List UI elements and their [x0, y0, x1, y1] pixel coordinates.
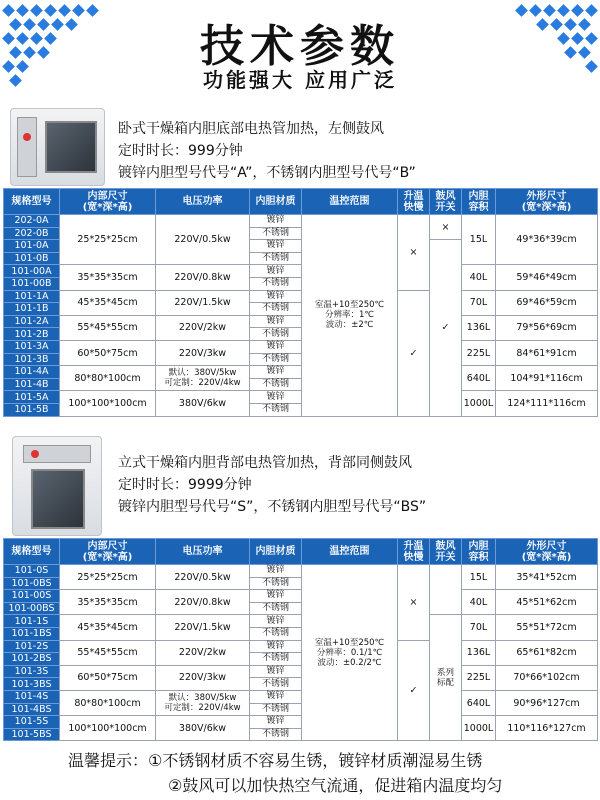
header-cell-7: 内胆 容积	[462, 189, 496, 215]
table-row	[4, 265, 598, 278]
model-cell: 101-5BS	[4, 728, 60, 741]
table-row	[4, 665, 598, 678]
spec-table-horizontal	[3, 188, 598, 417]
outer-size-cell: 69*46*59cm	[496, 290, 598, 315]
outer-size-cell: 49*36*39cm	[496, 215, 598, 265]
model-cell: 101-00B	[4, 277, 60, 290]
power-cell: 380V/6kw	[156, 716, 250, 741]
inner-size-cell: 45*35*45cm	[60, 290, 156, 315]
model-cell: 101-3S	[4, 665, 60, 678]
model-cell: 101-0A	[4, 240, 60, 253]
heat-speed-check: ✓	[398, 290, 430, 416]
header-cell-3: 内胆材质	[250, 539, 302, 565]
inner-size-cell: 80*80*100cm	[60, 690, 156, 715]
header-cell-5: 升温 快慢	[398, 189, 430, 215]
fan-standard: 系列 标配	[430, 615, 462, 741]
volume-cell: 40L	[462, 590, 496, 615]
inner-size-cell: 80*80*100cm	[60, 366, 156, 391]
material-cell: 不锈钢	[250, 602, 302, 615]
outer-size-cell: 90*96*127cm	[496, 690, 598, 715]
material-cell: 镀锌	[250, 716, 302, 729]
vertical-oven-image	[12, 436, 102, 536]
volume-cell: 1000L	[462, 716, 496, 741]
header-cell-7: 内胆 容积	[462, 539, 496, 565]
fan-empty	[430, 565, 462, 615]
fan-check: ✓	[430, 240, 462, 416]
material-cell: 不锈钢	[250, 577, 302, 590]
table-row	[4, 340, 598, 353]
material-cell: 不锈钢	[250, 627, 302, 640]
table-row	[4, 590, 598, 603]
volume-cell: 225L	[462, 340, 496, 365]
header-cell-5: 升温 快慢	[398, 539, 430, 565]
volume-cell: 640L	[462, 690, 496, 715]
inner-size-cell: 25*25*25cm	[60, 565, 156, 590]
power-cell: 220V/1.5kw	[156, 615, 250, 640]
inner-size-cell: 60*50*75cm	[60, 665, 156, 690]
power-cell: 220V/0.5kw	[156, 565, 250, 590]
outer-size-cell: 45*51*62cm	[496, 590, 598, 615]
page-title: 技术参数	[200, 21, 400, 72]
material-cell: 镀锌	[250, 215, 302, 228]
material-cell: 不锈钢	[250, 653, 302, 666]
material-cell: 不锈钢	[250, 227, 302, 240]
table-row	[4, 290, 598, 303]
power-cell: 380V/6kw	[156, 391, 250, 416]
heat-speed-cross: ×	[398, 565, 430, 641]
model-cell: 101-4BS	[4, 703, 60, 716]
material-cell: 不锈钢	[250, 678, 302, 691]
model-cell: 202-0A	[4, 215, 60, 228]
material-cell: 镀锌	[250, 340, 302, 353]
table-row	[4, 640, 598, 653]
inner-size-cell: 100*100*100cm	[60, 391, 156, 416]
material-cell: 不锈钢	[250, 328, 302, 341]
volume-cell: 15L	[462, 215, 496, 265]
heat-speed-cross: ×	[398, 215, 430, 291]
footer-tip-2: ②鼓风可以加快热空气流通，促进箱内温度均匀	[168, 776, 503, 795]
section1-description	[118, 118, 416, 184]
outer-size-cell: 35*41*52cm	[496, 565, 598, 590]
material-cell: 镀锌	[250, 366, 302, 379]
table-row	[4, 366, 598, 379]
material-cell: 不锈钢	[250, 378, 302, 391]
inner-size-cell: 55*45*55cm	[60, 640, 156, 665]
material-cell: 镀锌	[250, 315, 302, 328]
material-cell: 镀锌	[250, 690, 302, 703]
header-cell-4: 温控范围	[302, 539, 398, 565]
temp-range-cell: 室温+10至250℃ 分辨率：1℃ 波动：±2℃	[302, 215, 398, 417]
header-cell-1: 内部尺寸 (宽*深*高)	[60, 539, 156, 565]
volume-cell: 136L	[462, 640, 496, 665]
model-cell: 101-2A	[4, 315, 60, 328]
material-cell: 不锈钢	[250, 728, 302, 741]
model-cell: 101-3B	[4, 353, 60, 366]
material-cell: 不锈钢	[250, 277, 302, 290]
volume-cell: 15L	[462, 565, 496, 590]
model-cell: 101-4S	[4, 690, 60, 703]
model-cell: 101-1B	[4, 303, 60, 316]
section2-description	[118, 452, 426, 518]
table-row	[4, 690, 598, 703]
header-cell-8: 外形尺寸 (宽*深*高)	[496, 189, 598, 215]
table-row	[4, 315, 598, 328]
model-cell: 101-3BS	[4, 678, 60, 691]
volume-cell: 225L	[462, 665, 496, 690]
material-cell: 镀锌	[250, 265, 302, 278]
model-cell: 101-5S	[4, 716, 60, 729]
volume-cell: 640L	[462, 366, 496, 391]
header-cell-2: 电压功率	[156, 189, 250, 215]
model-cell: 101-1BS	[4, 627, 60, 640]
horizontal-oven-image	[10, 108, 105, 186]
material-cell: 镀锌	[250, 240, 302, 253]
material-cell: 镀锌	[250, 640, 302, 653]
power-cell: 220V/0.8kw	[156, 265, 250, 290]
model-cell: 101-2BS	[4, 653, 60, 666]
header-cell-8: 外形尺寸 (宽*深*高)	[496, 539, 598, 565]
header-cell-3: 内胆材质	[250, 189, 302, 215]
model-cell: 101-5B	[4, 403, 60, 416]
inner-size-cell: 25*25*25cm	[60, 215, 156, 265]
power-cell: 默认：380V/5kw 可定制：220V/4kw	[156, 366, 250, 391]
outer-size-cell: 110*116*127cm	[496, 716, 598, 741]
section2-line3: 镀锌内胆型号代号“S”，不锈钢内胆型号代号“BS”	[118, 499, 427, 515]
volume-cell: 1000L	[462, 391, 496, 416]
table-row	[4, 716, 598, 729]
model-cell: 101-0BS	[4, 577, 60, 590]
heat-speed-check: ✓	[398, 640, 430, 741]
material-cell: 镀锌	[250, 391, 302, 404]
material-cell: 镀锌	[250, 615, 302, 628]
volume-cell: 136L	[462, 315, 496, 340]
power-cell: 默认：380V/5kw 可定制：220V/4kw	[156, 690, 250, 715]
inner-size-cell: 35*35*35cm	[60, 590, 156, 615]
model-cell: 101-0S	[4, 565, 60, 578]
page-subtitle: 功能强大 应用广泛	[203, 68, 397, 92]
power-cell: 220V/2kw	[156, 640, 250, 665]
inner-size-cell: 45*35*45cm	[60, 615, 156, 640]
material-cell: 不锈钢	[250, 353, 302, 366]
power-cell: 220V/2kw	[156, 315, 250, 340]
inner-size-cell: 60*50*75cm	[60, 340, 156, 365]
volume-cell: 70L	[462, 290, 496, 315]
material-cell: 不锈钢	[250, 403, 302, 416]
model-cell: 101-00A	[4, 265, 60, 278]
header-cell-1: 内部尺寸 (宽*深*高)	[60, 189, 156, 215]
temp-range-cell: 室温+10至250℃ 分辨率：0.1/1℃ 波动：±0.2/2℃	[302, 565, 398, 741]
footer-tip-1: 温馨提示：①不锈钢材质不容易生锈，镀锌材质潮湿易生锈	[68, 751, 483, 770]
material-cell: 不锈钢	[250, 252, 302, 265]
model-cell: 101-00BS	[4, 602, 60, 615]
model-cell: 202-0B	[4, 227, 60, 240]
model-cell: 101-1S	[4, 615, 60, 628]
model-cell: 101-4B	[4, 378, 60, 391]
model-cell: 101-3A	[4, 340, 60, 353]
spec-table-vertical	[3, 538, 598, 741]
material-cell: 镀锌	[250, 565, 302, 578]
section2-line1: 立式干燥箱内胆背部电热管加热，背部同侧鼓风	[118, 455, 412, 471]
table-row	[4, 565, 598, 578]
power-cell: 220V/3kw	[156, 340, 250, 365]
inner-size-cell: 55*45*55cm	[60, 315, 156, 340]
power-cell: 220V/0.5kw	[156, 215, 250, 265]
model-cell: 101-1A	[4, 290, 60, 303]
outer-size-cell: 55*51*72cm	[496, 615, 598, 640]
outer-size-cell: 65*61*82cm	[496, 640, 598, 665]
power-cell: 220V/0.8kw	[156, 590, 250, 615]
section1-line2: 定时时长：999分钟	[118, 143, 243, 159]
header-cell-2: 电压功率	[156, 539, 250, 565]
volume-cell: 70L	[462, 615, 496, 640]
material-cell: 镀锌	[250, 290, 302, 303]
model-cell: 101-2B	[4, 328, 60, 341]
outer-size-cell: 70*66*102cm	[496, 665, 598, 690]
model-cell: 101-4A	[4, 366, 60, 379]
material-cell: 不锈钢	[250, 703, 302, 716]
table-row	[4, 215, 598, 228]
fan-cross: ×	[430, 215, 462, 240]
table-row	[4, 391, 598, 404]
model-cell: 101-2S	[4, 640, 60, 653]
material-cell: 镀锌	[250, 665, 302, 678]
header-cell-6: 鼓风 开关	[430, 189, 462, 215]
inner-size-cell: 35*35*35cm	[60, 265, 156, 290]
section1-line3: 镀锌内胆型号代号“A”，不锈钢内胆型号代号“B”	[118, 165, 416, 181]
power-cell: 220V/1.5kw	[156, 290, 250, 315]
outer-size-cell: 79*56*69cm	[496, 315, 598, 340]
inner-size-cell: 100*100*100cm	[60, 716, 156, 741]
outer-size-cell: 59*46*49cm	[496, 265, 598, 290]
outer-size-cell: 124*111*116cm	[496, 391, 598, 416]
outer-size-cell: 104*91*116cm	[496, 366, 598, 391]
section2-line2: 定时时长：9999分钟	[118, 477, 252, 493]
power-cell: 220V/3kw	[156, 665, 250, 690]
model-cell: 101-00S	[4, 590, 60, 603]
model-cell: 101-5A	[4, 391, 60, 404]
section1-line1: 卧式干燥箱内胆底部电热管加热，左侧鼓风	[118, 121, 384, 137]
header-cell-4: 温控范围	[302, 189, 398, 215]
header-cell-0: 规格型号	[4, 539, 60, 565]
table-row	[4, 615, 598, 628]
header-cell-6: 鼓风 开关	[430, 539, 462, 565]
header-cell-0: 规格型号	[4, 189, 60, 215]
material-cell: 不锈钢	[250, 303, 302, 316]
outer-size-cell: 84*61*91cm	[496, 340, 598, 365]
model-cell: 101-0B	[4, 252, 60, 265]
material-cell: 镀锌	[250, 590, 302, 603]
volume-cell: 40L	[462, 265, 496, 290]
